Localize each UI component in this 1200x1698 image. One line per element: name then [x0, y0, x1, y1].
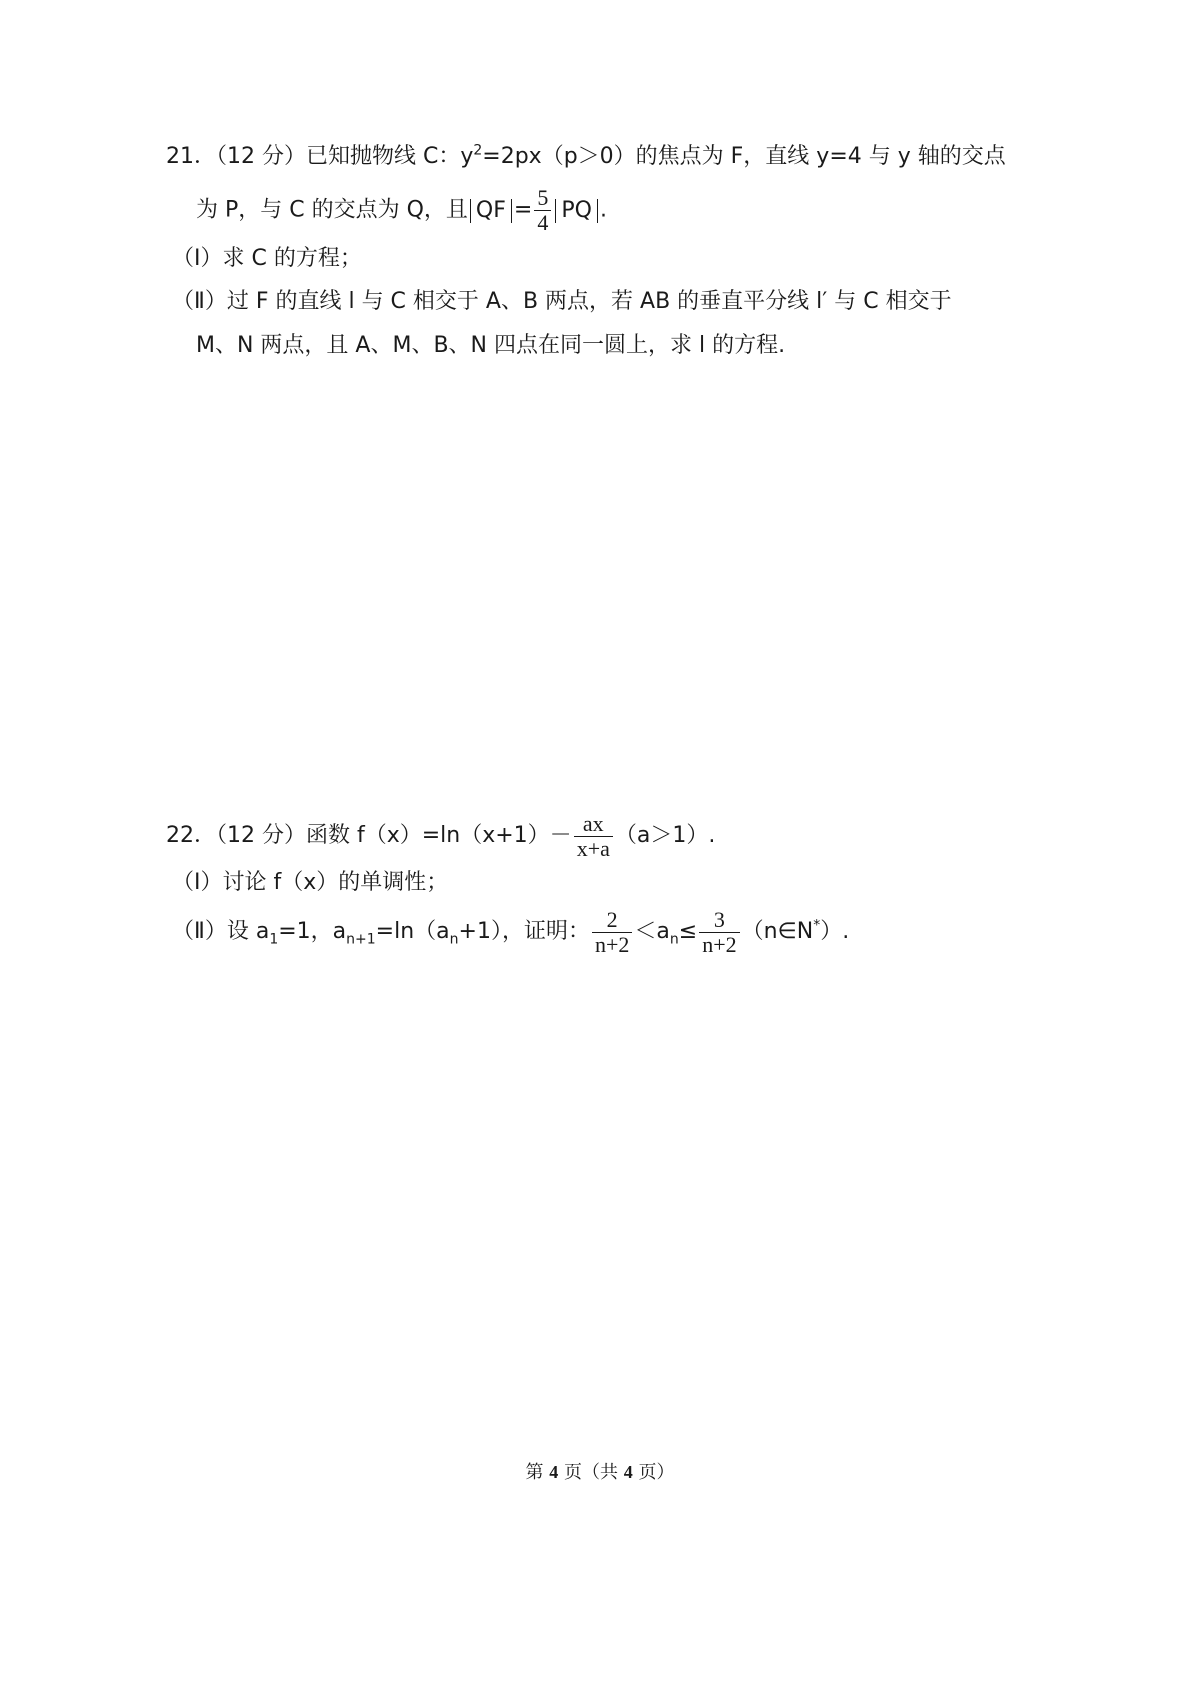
abs-qf: QF [470, 199, 512, 223]
q22-part2-text: （Ⅱ）设 a [172, 919, 270, 944]
q22-stem-text: 22．（12 分）函数 f（x）=ln（x+1）－ [166, 823, 572, 848]
q22-part1: （Ⅰ）讨论 f（x）的单调性； [172, 870, 449, 895]
fraction-denominator: 4 [537, 210, 549, 235]
fraction-2-over-n-plus-2 [592, 908, 632, 957]
q21-part2-line2: M、N 两点，且 A、M、B、N 四点在同一圆上，求 l 的方程. [196, 333, 786, 358]
q22-stem [166, 810, 715, 862]
q21-line2 [196, 186, 607, 235]
footer-mid: 页（共 [558, 1462, 624, 1483]
q21-exponent: 2 [473, 142, 483, 159]
less-equal-sign: ≤ [678, 919, 698, 944]
footer-total-pages: 4 [623, 1462, 633, 1482]
fraction-denominator: n+2 [702, 931, 737, 957]
abs-pq: PQ [555, 199, 598, 223]
q22-part2-tail: （n∈N [741, 919, 814, 944]
q21-part2-line1: （Ⅱ）过 F 的直线 l 与 C 相交于 A、B 两点，若 AB 的垂直平分线 l′ 与 C 相交于 [172, 289, 952, 314]
q22-stem-end: （a＞1）. [614, 823, 716, 848]
q22-part2-text: =ln（a [375, 919, 450, 944]
footer-page-number: 4 [549, 1462, 559, 1482]
q21-part1: （Ⅰ）求 C 的方程； [172, 246, 362, 271]
q21-stem: 21．（12 分）已知抛物线 C：y [166, 144, 474, 169]
fraction-numerator: 5 [534, 186, 551, 211]
fraction-ax-over-x-plus-a [574, 812, 613, 861]
footer-post: 页） [632, 1462, 675, 1483]
footer-pre: 第 [525, 1462, 550, 1483]
page-footer [0, 1458, 1200, 1484]
less-than-an: ＜a [634, 919, 670, 944]
subscript: n+1 [346, 931, 376, 948]
q22-part2-tail-end: ）. [820, 919, 850, 944]
subscript: n [449, 931, 459, 948]
q22-part2-text: =1，a [278, 919, 347, 944]
fraction-denominator: x+a [576, 835, 610, 861]
fraction-5-4 [534, 186, 551, 235]
fraction-3-over-n-plus-2 [699, 908, 739, 957]
equals-sign: = [513, 197, 533, 223]
fraction-numerator: 2 [592, 908, 632, 933]
q21-line2-text: 为 P，与 C 的交点为 Q，且 [196, 197, 468, 223]
q21-stem-rest: =2px（p＞0）的焦点为 F，直线 y=4 与 y 轴的交点 [482, 144, 1006, 169]
fraction-numerator: 3 [699, 908, 739, 933]
subscript: n [669, 931, 679, 948]
q22-part2 [172, 906, 849, 958]
superscript-star: * [813, 917, 821, 934]
fraction-numerator: ax [574, 812, 613, 837]
subscript: 1 [269, 931, 279, 948]
q21-line2-end: . [599, 197, 607, 223]
q22-part2-text: +1），证明： [458, 919, 590, 944]
q21-line1 [166, 142, 1006, 172]
fraction-denominator: n+2 [594, 931, 630, 957]
